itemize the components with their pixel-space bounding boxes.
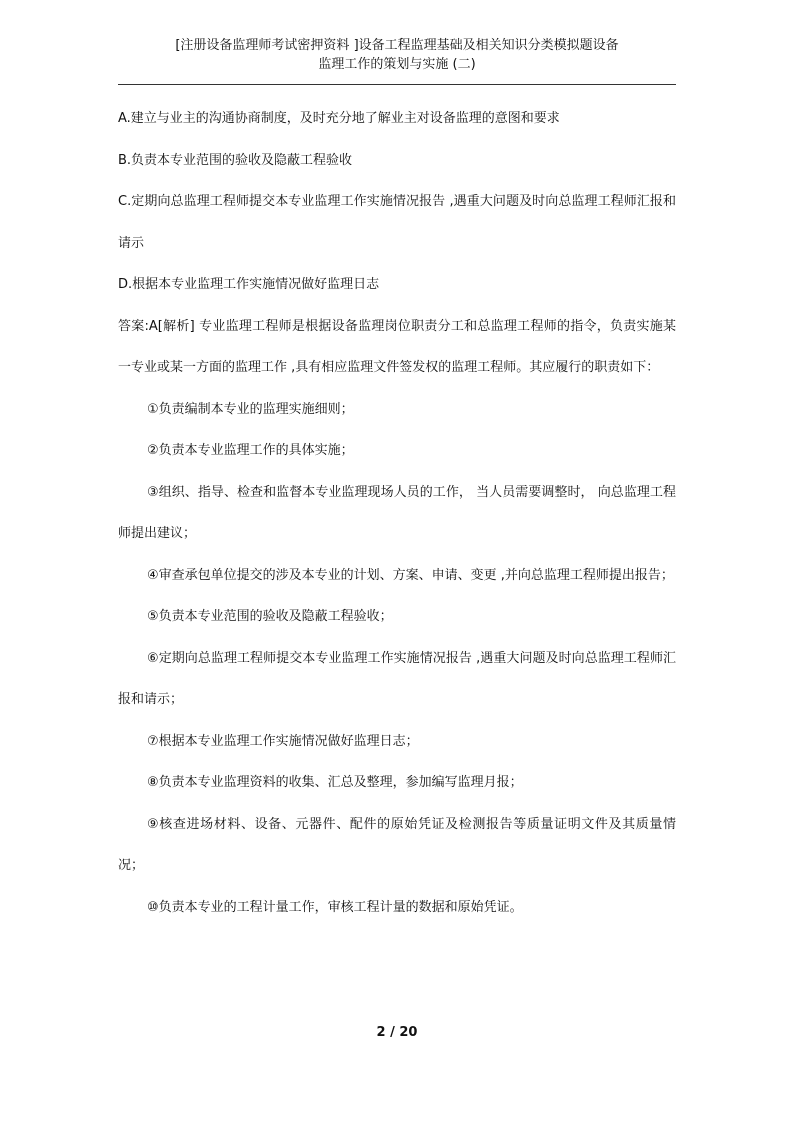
duty-item-5: ⑤负责本专业范围的验收及隐蔽工程验收； bbox=[147, 609, 393, 624]
duty-item-9: ⑨核查进场材料、设备、元器件、配件的原始凭证及检测报告等质量证明文件及其质量情况； bbox=[118, 816, 676, 873]
duty-item-7: ⑦根据本专业监理工作实施情况做好监理日志； bbox=[147, 733, 419, 749]
option-a: A.建立与业主的沟通协商制度，及时充分地了解业主对设备监理的意图和要求 bbox=[118, 111, 560, 126]
header-title-line-1: [注册设备监理师考试密押资料 ]设备工程监理基础及相关知识分类模拟题设备 bbox=[175, 38, 619, 53]
duty-item-6: ⑥定期向总监理工程师提交本专业监理工作实施情况报告 ,遇重大问题及时向总监理工程师汇报和请示； bbox=[118, 650, 676, 707]
duty-item-4: ④审查承包单位提交的涉及本专业的计划、方案、申请、变更 ,并向总监理工程师提出报告； bbox=[147, 567, 674, 583]
answer-explanation: 答案:A[解析] 专业监理工程师是根据设备监理岗位职责分工和总监理工程师的指令，负责实施某一专业或某一方面的监理工作 ,具有相应监理文件签发权的监理工程师。其应履行的职责如下： bbox=[118, 318, 676, 375]
document-body bbox=[118, 98, 676, 928]
duty-item-2: ②负责本专业监理工作的具体实施； bbox=[147, 443, 354, 458]
option-b: B.负责本专业范围的验收及隐蔽工程验收 bbox=[118, 152, 353, 168]
duty-item-10: ⑩负责本专业的工程计量工作，审核工程计量的数据和原始凭证。 bbox=[147, 899, 523, 915]
option-c: C.定期向总监理工程师提交本专业监理工作实施情况报告 ,遇重大问题及时向总监理工程师汇报和请示 bbox=[118, 194, 676, 251]
duty-item-3: ③组织、指导、检查和监督本专业监理现场人员的工作， 当人员需要调整时， 向总监理工程师提出建议； bbox=[118, 484, 676, 541]
duty-item-1: ①负责编制本专业的监理实施细则； bbox=[147, 401, 354, 417]
page-number: 2 / 20 bbox=[376, 1025, 418, 1040]
page-header bbox=[118, 36, 676, 74]
duty-item-8: ⑧负责本专业监理资料的收集、汇总及整理，参加编写监理月报； bbox=[147, 775, 523, 790]
option-d: D.根据本专业监理工作实施情况做好监理日志 bbox=[118, 277, 380, 292]
header-title-line-2: 监理工作的策划与实施 (二) bbox=[318, 57, 476, 72]
header-divider bbox=[118, 84, 676, 85]
